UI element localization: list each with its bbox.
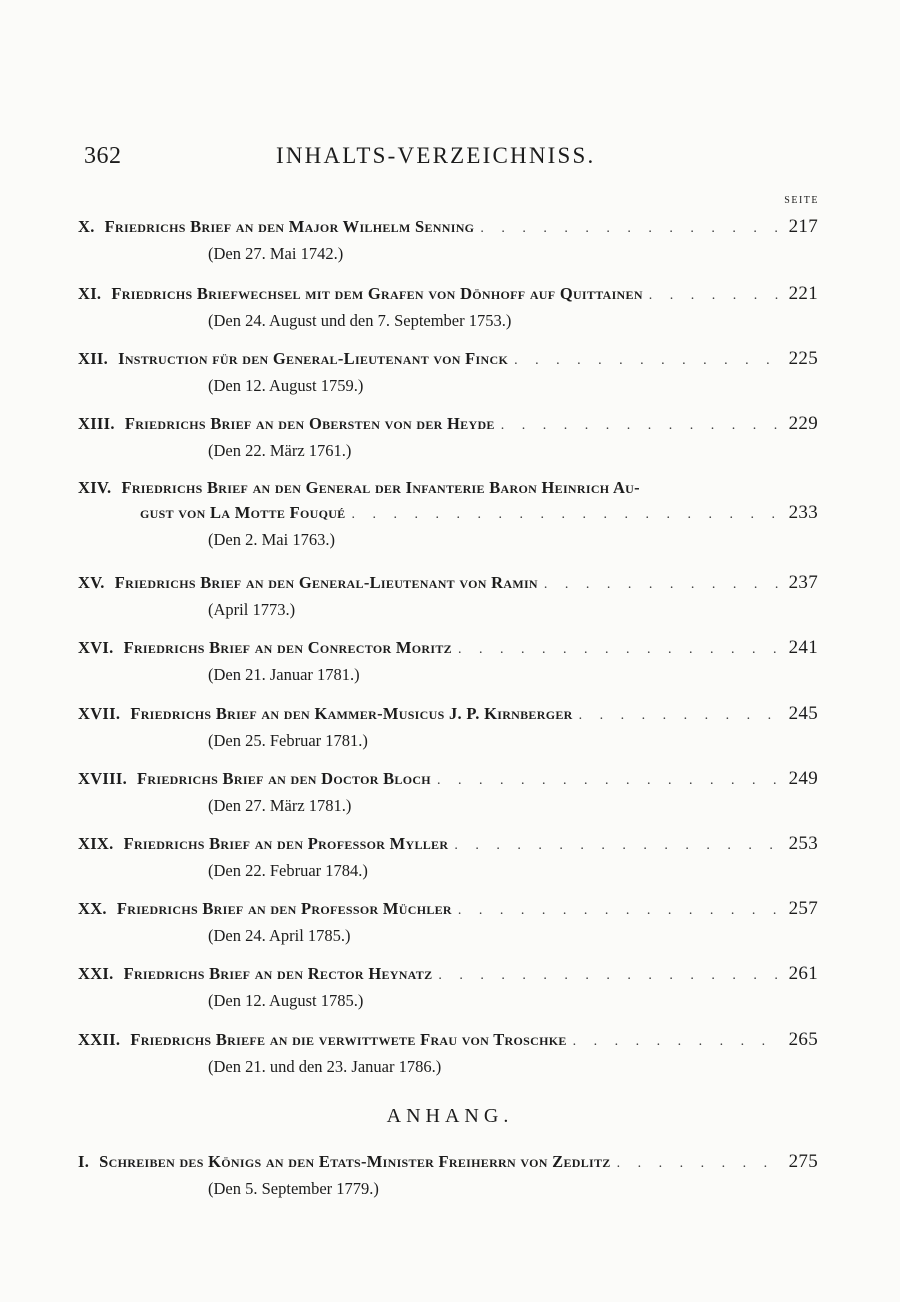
leader-dots: [480, 221, 778, 237]
page-number: 362: [84, 143, 122, 169]
entry-number: XVII.: [78, 704, 121, 723]
entry-date: (April 1773.): [208, 600, 296, 619]
entry-number: XXII.: [78, 1030, 121, 1049]
entry-title: Schreiben des Königs an den Etats-Minister Freiherrn von Zedlitz: [99, 1152, 611, 1171]
entry-page: 275: [788, 1151, 818, 1172]
entry-page: 261: [788, 963, 818, 984]
toc-entry-x: [78, 216, 818, 264]
leader-dots: [579, 708, 778, 724]
entry-title: Friedrichs Brief an den Professor Myller: [123, 834, 449, 853]
toc-entry-xvii: [78, 703, 818, 751]
entry-title: Friedrichs Brief an den General der Infanterie Baron Heinrich Au-: [121, 478, 640, 497]
entry-page: 229: [788, 413, 818, 434]
page-title: INHALTS-VERZEICHNISS.: [276, 143, 596, 168]
entry-page: 241: [788, 637, 818, 658]
entry-title-continued: gust von La Motte Fouqué: [140, 503, 346, 522]
entry-title: Friedrichs Brief an den Kammer-Musicus J. P. Kirnberger: [130, 704, 573, 723]
toc-entry-xxii: [78, 1029, 818, 1077]
leader-dots: [514, 353, 778, 369]
leader-dots: [573, 1034, 778, 1050]
entry-number: I.: [78, 1152, 90, 1171]
entry-date: (Den 22. März 1761.): [208, 441, 352, 460]
entry-title: Friedrichs Briefe an die verwittwete Frau von Troschke: [130, 1030, 567, 1049]
entry-date: (Den 2. Mai 1763.): [208, 530, 335, 549]
entry-number: XIII.: [78, 414, 115, 433]
toc-entry-xvi: [78, 637, 818, 685]
toc-entry-xxi: [78, 963, 818, 1011]
entry-title: Friedrichs Brief an den General-Lieutenant von Ramin: [114, 573, 538, 592]
entry-page: 237: [788, 572, 818, 593]
entry-title: Friedrichs Brief an den Obersten von der Heyde: [124, 414, 495, 433]
toc-entry-anhang-i: [78, 1151, 818, 1199]
toc-entry-xii: [78, 348, 818, 396]
leader-dots: [454, 838, 778, 854]
leader-dots: [544, 577, 778, 593]
entry-date: (Den 21. Januar 1781.): [208, 665, 360, 684]
entry-page: 257: [788, 898, 818, 919]
leader-dots: [458, 903, 778, 919]
entry-date: (Den 27. März 1781.): [208, 796, 352, 815]
entry-title: Friedrichs Briefwechsel mit dem Grafen von Dönhoff auf Quittainen: [111, 284, 643, 303]
toc-entry-xi: [78, 283, 818, 331]
toc-entry-xviii: [78, 768, 818, 816]
entry-page: 233: [788, 502, 818, 523]
toc-entry-xiv: [78, 478, 818, 550]
entry-number: X.: [78, 217, 95, 236]
leader-dots: [501, 418, 778, 434]
entry-date: (Den 25. Februar 1781.): [208, 731, 368, 750]
seite-column-label: SEITE: [784, 195, 819, 206]
entry-date: (Den 21. und den 23. Januar 1786.): [208, 1057, 442, 1076]
entry-page: 249: [788, 768, 818, 789]
leader-dots: [351, 507, 778, 523]
entry-title: Instruction für den General-Lieutenant von Finck: [118, 349, 509, 368]
toc-entry-xix: [78, 833, 818, 881]
entry-page: 253: [788, 833, 818, 854]
entry-number: XVI.: [78, 638, 114, 657]
entry-date: (Den 12. August 1759.): [208, 376, 364, 395]
entry-page: 225: [788, 348, 818, 369]
entry-title: Friedrichs Brief an den Rector Heynatz: [123, 964, 433, 983]
entry-page: 221: [788, 283, 818, 304]
entry-title: Friedrichs Brief an den Conrector Moritz: [123, 638, 452, 657]
leader-dots: [649, 288, 778, 304]
entry-page: 217: [788, 216, 818, 237]
entry-number: XII.: [78, 349, 109, 368]
entry-date: (Den 27. Mai 1742.): [208, 244, 344, 263]
leader-dots: [458, 642, 778, 658]
entry-number: XXI.: [78, 964, 114, 983]
leader-dots: [617, 1156, 778, 1172]
entry-date: (Den 22. Februar 1784.): [208, 861, 368, 880]
leader-dots: [437, 773, 778, 789]
toc-entry-xx: [78, 898, 818, 946]
appendix-heading: ANHANG.: [386, 1105, 514, 1127]
entry-title: Friedrichs Brief an den Professor Müchler: [116, 899, 452, 918]
entry-number: XIV.: [78, 478, 112, 497]
entry-number: XIX.: [78, 834, 114, 853]
entry-date: (Den 5. September 1779.): [208, 1179, 379, 1198]
entry-number: XX.: [78, 899, 107, 918]
entry-date: (Den 24. April 1785.): [208, 926, 351, 945]
leader-dots: [438, 968, 778, 984]
entry-title: Friedrichs Brief an den Doctor Bloch: [137, 769, 431, 788]
toc-entry-xv: [78, 572, 818, 620]
entry-page: 245: [788, 703, 818, 724]
toc-entry-xiii: [78, 413, 818, 461]
entry-page: 265: [788, 1029, 818, 1050]
entry-number: XVIII.: [78, 769, 128, 788]
entry-date: (Den 24. August und den 7. September 1753.): [208, 311, 512, 330]
entry-number: XV.: [78, 573, 105, 592]
entry-title: Friedrichs Brief an den Major Wilhelm Senning: [104, 217, 475, 236]
entry-date: (Den 12. August 1785.): [208, 991, 364, 1010]
entry-number: XI.: [78, 284, 102, 303]
